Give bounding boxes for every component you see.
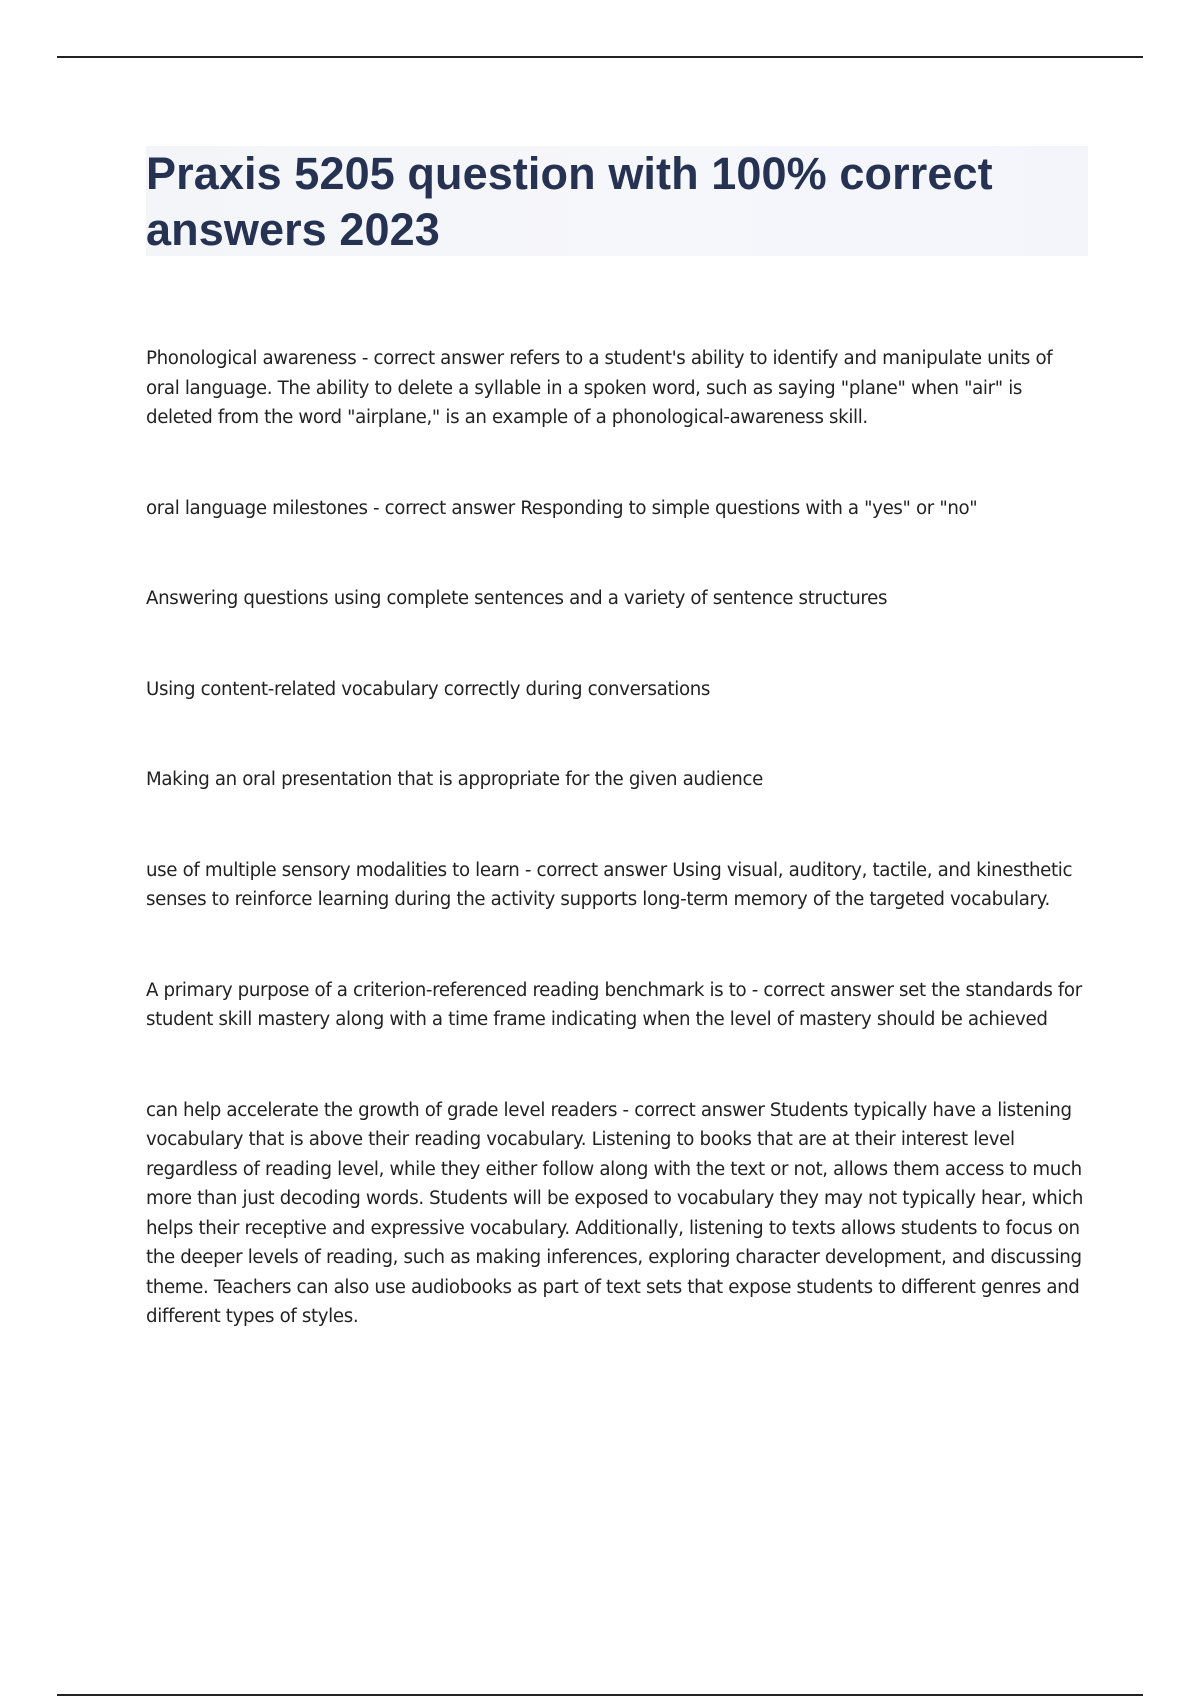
top-rule bbox=[57, 56, 1143, 58]
entry-answering-questions: Answering questions using complete sentences and a variety of sentence structures bbox=[146, 588, 888, 609]
entry-sensory-modalities: use of multiple sensory modalities to learn - correct answer Using visual, auditory, tactile, and kinesthetic senses to reinforce learning during the activity supports long-term memory of the targeted vocabulary. bbox=[146, 859, 1073, 910]
entry-content-vocabulary: Using content-related vocabulary correctly during conversations bbox=[146, 678, 711, 700]
document-body bbox=[146, 344, 1088, 1393]
bottom-rule bbox=[57, 1694, 1143, 1696]
entry-criterion-benchmark: A primary purpose of a criterion-referenced reading benchmark is to - correct answer set the standards for student skill mastery along with a time frame indicating when the level of mastery should be achieved bbox=[146, 979, 1082, 1030]
entry-oral-presentation: Making an oral presentation that is appropriate for the given audience bbox=[146, 769, 763, 790]
entry-phonological-awareness: Phonological awareness - correct answer refers to a student's ability to identify and manipulate units of oral language. The ability to delete a syllable in a spoken word, such as saying "plane" when "air" is deleted from the word "airplane," is an example of a phonological-awareness skill. bbox=[146, 348, 1053, 428]
entry-accelerate-growth: can help accelerate the growth of grade level readers - correct answer Students typically have a listening vocabulary that is above their reading vocabulary. Listening to books that are at their interest level regardless of reading level, while they either follow along with the text or not, allows them access to much more than just decoding words. Students will be exposed to vocabulary they may not typically hear, which helps their receptive and expressive vocabulary. Additionally, listening to texts allows students to focus on the deeper levels of reading, such as making inferences, exploring character development, and discussing theme. Teachers can also use audiobooks as part of text sets that expose students to different genres and different types of styles. bbox=[146, 1099, 1084, 1327]
page-title: Praxis 5205 question with 100% correct answers 2023 bbox=[146, 148, 993, 255]
title-banner bbox=[146, 146, 1088, 256]
entry-oral-language-milestones: oral language milestones - correct answer Responding to simple questions with a "yes" or "no" bbox=[146, 497, 978, 519]
